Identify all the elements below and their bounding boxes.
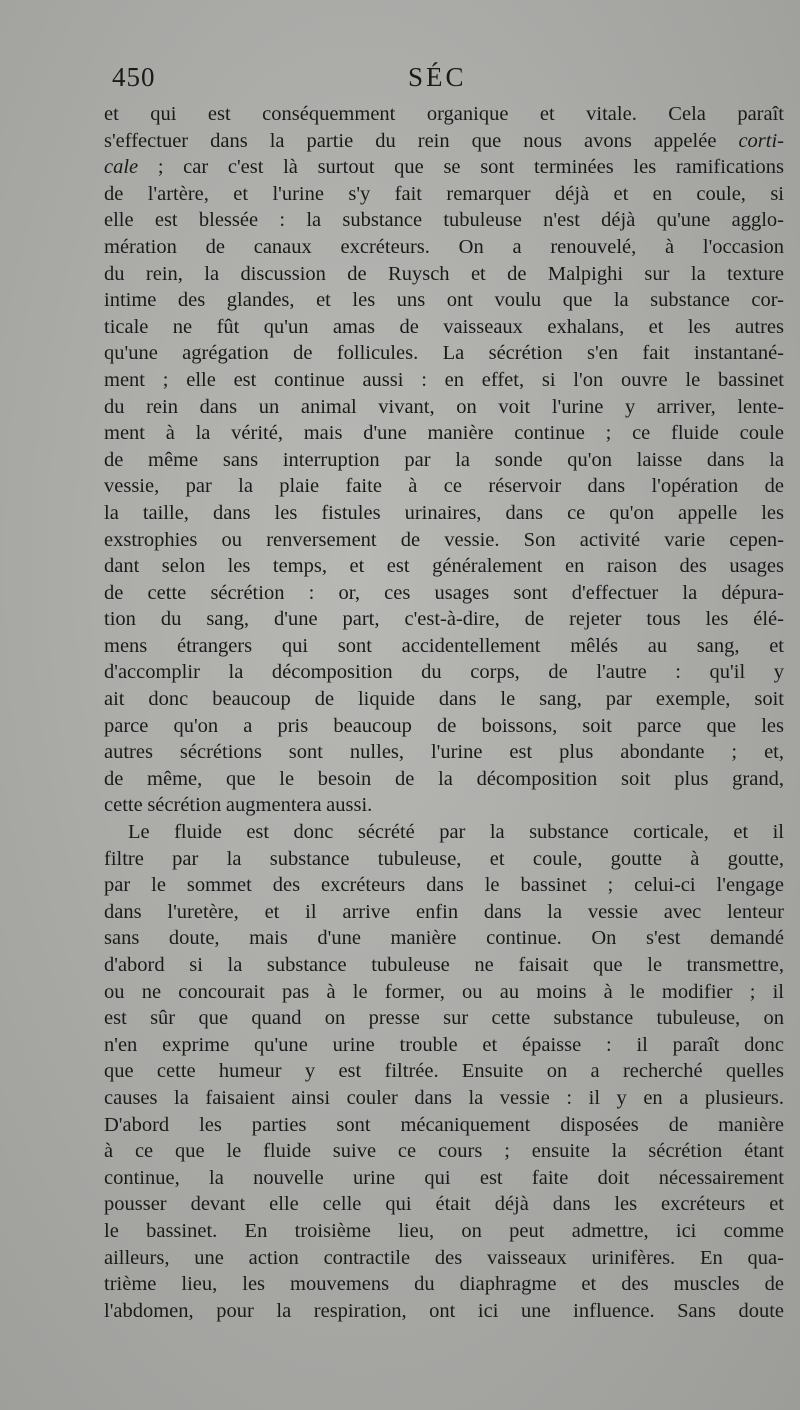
- page-header: [112, 62, 792, 102]
- text-line: du rein, la discussion de Ruysch et de Malpighi sur la texture: [104, 262, 784, 285]
- text-line: s'effectuer dans la partie du rein que nous avons appelée corti-: [104, 129, 784, 152]
- text-line: mération de canaux excréteurs. On a renouvelé, à l'occasion: [104, 235, 784, 258]
- body-text: [104, 101, 784, 1324]
- text-line: filtre par la substance tubuleuse, et coule, goutte à goutte,: [104, 847, 784, 870]
- text-line: du rein dans un animal vivant, on voit l'urine y arriver, lente-: [104, 395, 784, 418]
- text-line: le bassinet. En troisième lieu, on peut admettre, ici comme: [104, 1219, 784, 1242]
- text-line: la taille, dans les fistules urinaires, dans ce qu'on appelle les: [104, 501, 784, 524]
- text-line: de l'artère, et l'urine s'y fait remarquer déjà et en coule, si: [104, 182, 784, 205]
- italic-word: corti-: [738, 129, 784, 152]
- text-line: continue, la nouvelle urine qui est faite doit nécessairement: [104, 1166, 784, 1189]
- text-line: de même, que le besoin de la décomposition soit plus grand,: [104, 767, 784, 790]
- text-line: ailleurs, une action contractile des vaisseaux urinifères. En qua-: [104, 1246, 784, 1269]
- text-line: cale ; car c'est là surtout que se sont terminées les ramifications: [104, 156, 784, 179]
- text-line: d'abord si la substance tubuleuse ne faisait que le transmettre,: [104, 954, 784, 976]
- text-line: ment à la vérité, mais d'une manière continue ; ce fluide coule: [104, 422, 784, 445]
- text-line: qu'une agrégation de follicules. La sécrétion s'en fait instantané-: [104, 342, 784, 365]
- running-head: SÉC: [408, 62, 467, 92]
- paragraph-end-line: cette sécrétion augmentera aussi.: [104, 794, 373, 817]
- text-line: de cette sécrétion : or, ces usages sont d'effectuer la dépura-: [104, 581, 784, 604]
- text-line: n'en exprime qu'une urine trouble et épaisse : il paraît donc: [104, 1033, 784, 1056]
- text-line: pousser devant elle celle qui était déjà dans les excréteurs et: [104, 1193, 784, 1216]
- text-line: et qui est conséquemment organique et vitale. Cela paraît: [104, 103, 784, 125]
- text-line: par le sommet des excréteurs dans le bassinet ; celui-ci l'engage: [104, 874, 784, 897]
- italic-word: cale: [104, 156, 139, 179]
- text-line: mens étrangers qui sont accidentellement mêlés au sang, et: [104, 634, 784, 657]
- text-line: tion du sang, d'une part, c'est-à-dire, de rejeter tous les élé-: [104, 608, 784, 631]
- text-line: ticale ne fût qu'un amas de vaisseaux exhalans, et les autres: [104, 315, 784, 338]
- text-line: de même sans interruption par la sonde qu'on laisse dans la: [104, 448, 784, 471]
- text-line: autres sécrétions sont nulles, l'urine est plus abondante ; et,: [104, 741, 784, 764]
- page-number: 450: [112, 62, 156, 92]
- text-line: D'abord les parties sont mécaniquement disposées de manière: [104, 1113, 784, 1136]
- text-line: parce qu'on a pris beaucoup de boissons, soit parce que les: [104, 714, 784, 737]
- text-line: trième lieu, les mouvemens du diaphragme et des muscles de: [104, 1273, 784, 1296]
- text-line: ment ; elle est continue aussi : en effet, si l'on ouvre le bassinet: [104, 368, 784, 391]
- text-line: causes la faisaient ainsi couler dans la vessie : il y en a plusieurs.: [104, 1086, 784, 1109]
- text-line: d'accomplir la décomposition du corps, de l'autre : qu'il y: [104, 661, 784, 684]
- text-line: l'abdomen, pour la respiration, ont ici une influence. Sans doute: [104, 1299, 784, 1322]
- text-line: à ce que le fluide suive ce cours ; ensuite la sécrétion étant: [104, 1140, 784, 1163]
- text-line: est sûr que quand on presse sur cette substance tubuleuse, on: [104, 1007, 784, 1030]
- text-line: ou ne concourait pas à le former, ou au moins à le modifier ; il: [104, 980, 784, 1003]
- text-line: elle est blessée : la substance tubuleuse n'est déjà qu'une agglo-: [104, 209, 784, 232]
- text-line: dans l'uretère, et il arrive enfin dans la vessie avec lenteur: [104, 900, 784, 923]
- text-line: intime des glandes, et les uns ont voulu que la substance cor-: [104, 289, 784, 312]
- text-line: exstrophies ou renversement de vessie. Son activité varie cepen-: [104, 528, 784, 551]
- text-line: ait donc beaucoup de liquide dans le sang, par exemple, soit: [104, 688, 784, 711]
- text-line: vessie, par la plaie faite à ce réservoir dans l'opération de: [104, 475, 784, 498]
- text-line: que cette humeur y est filtrée. Ensuite on a recherché quelles: [104, 1060, 784, 1083]
- text-line: dant selon les temps, et est généralement en raison des usages: [104, 555, 784, 578]
- text-line: sans doute, mais d'une manière continue. On s'est demandé: [104, 927, 784, 950]
- paragraph-start-line: Le fluide est donc sécrété par la substance corticale, et il: [128, 821, 784, 844]
